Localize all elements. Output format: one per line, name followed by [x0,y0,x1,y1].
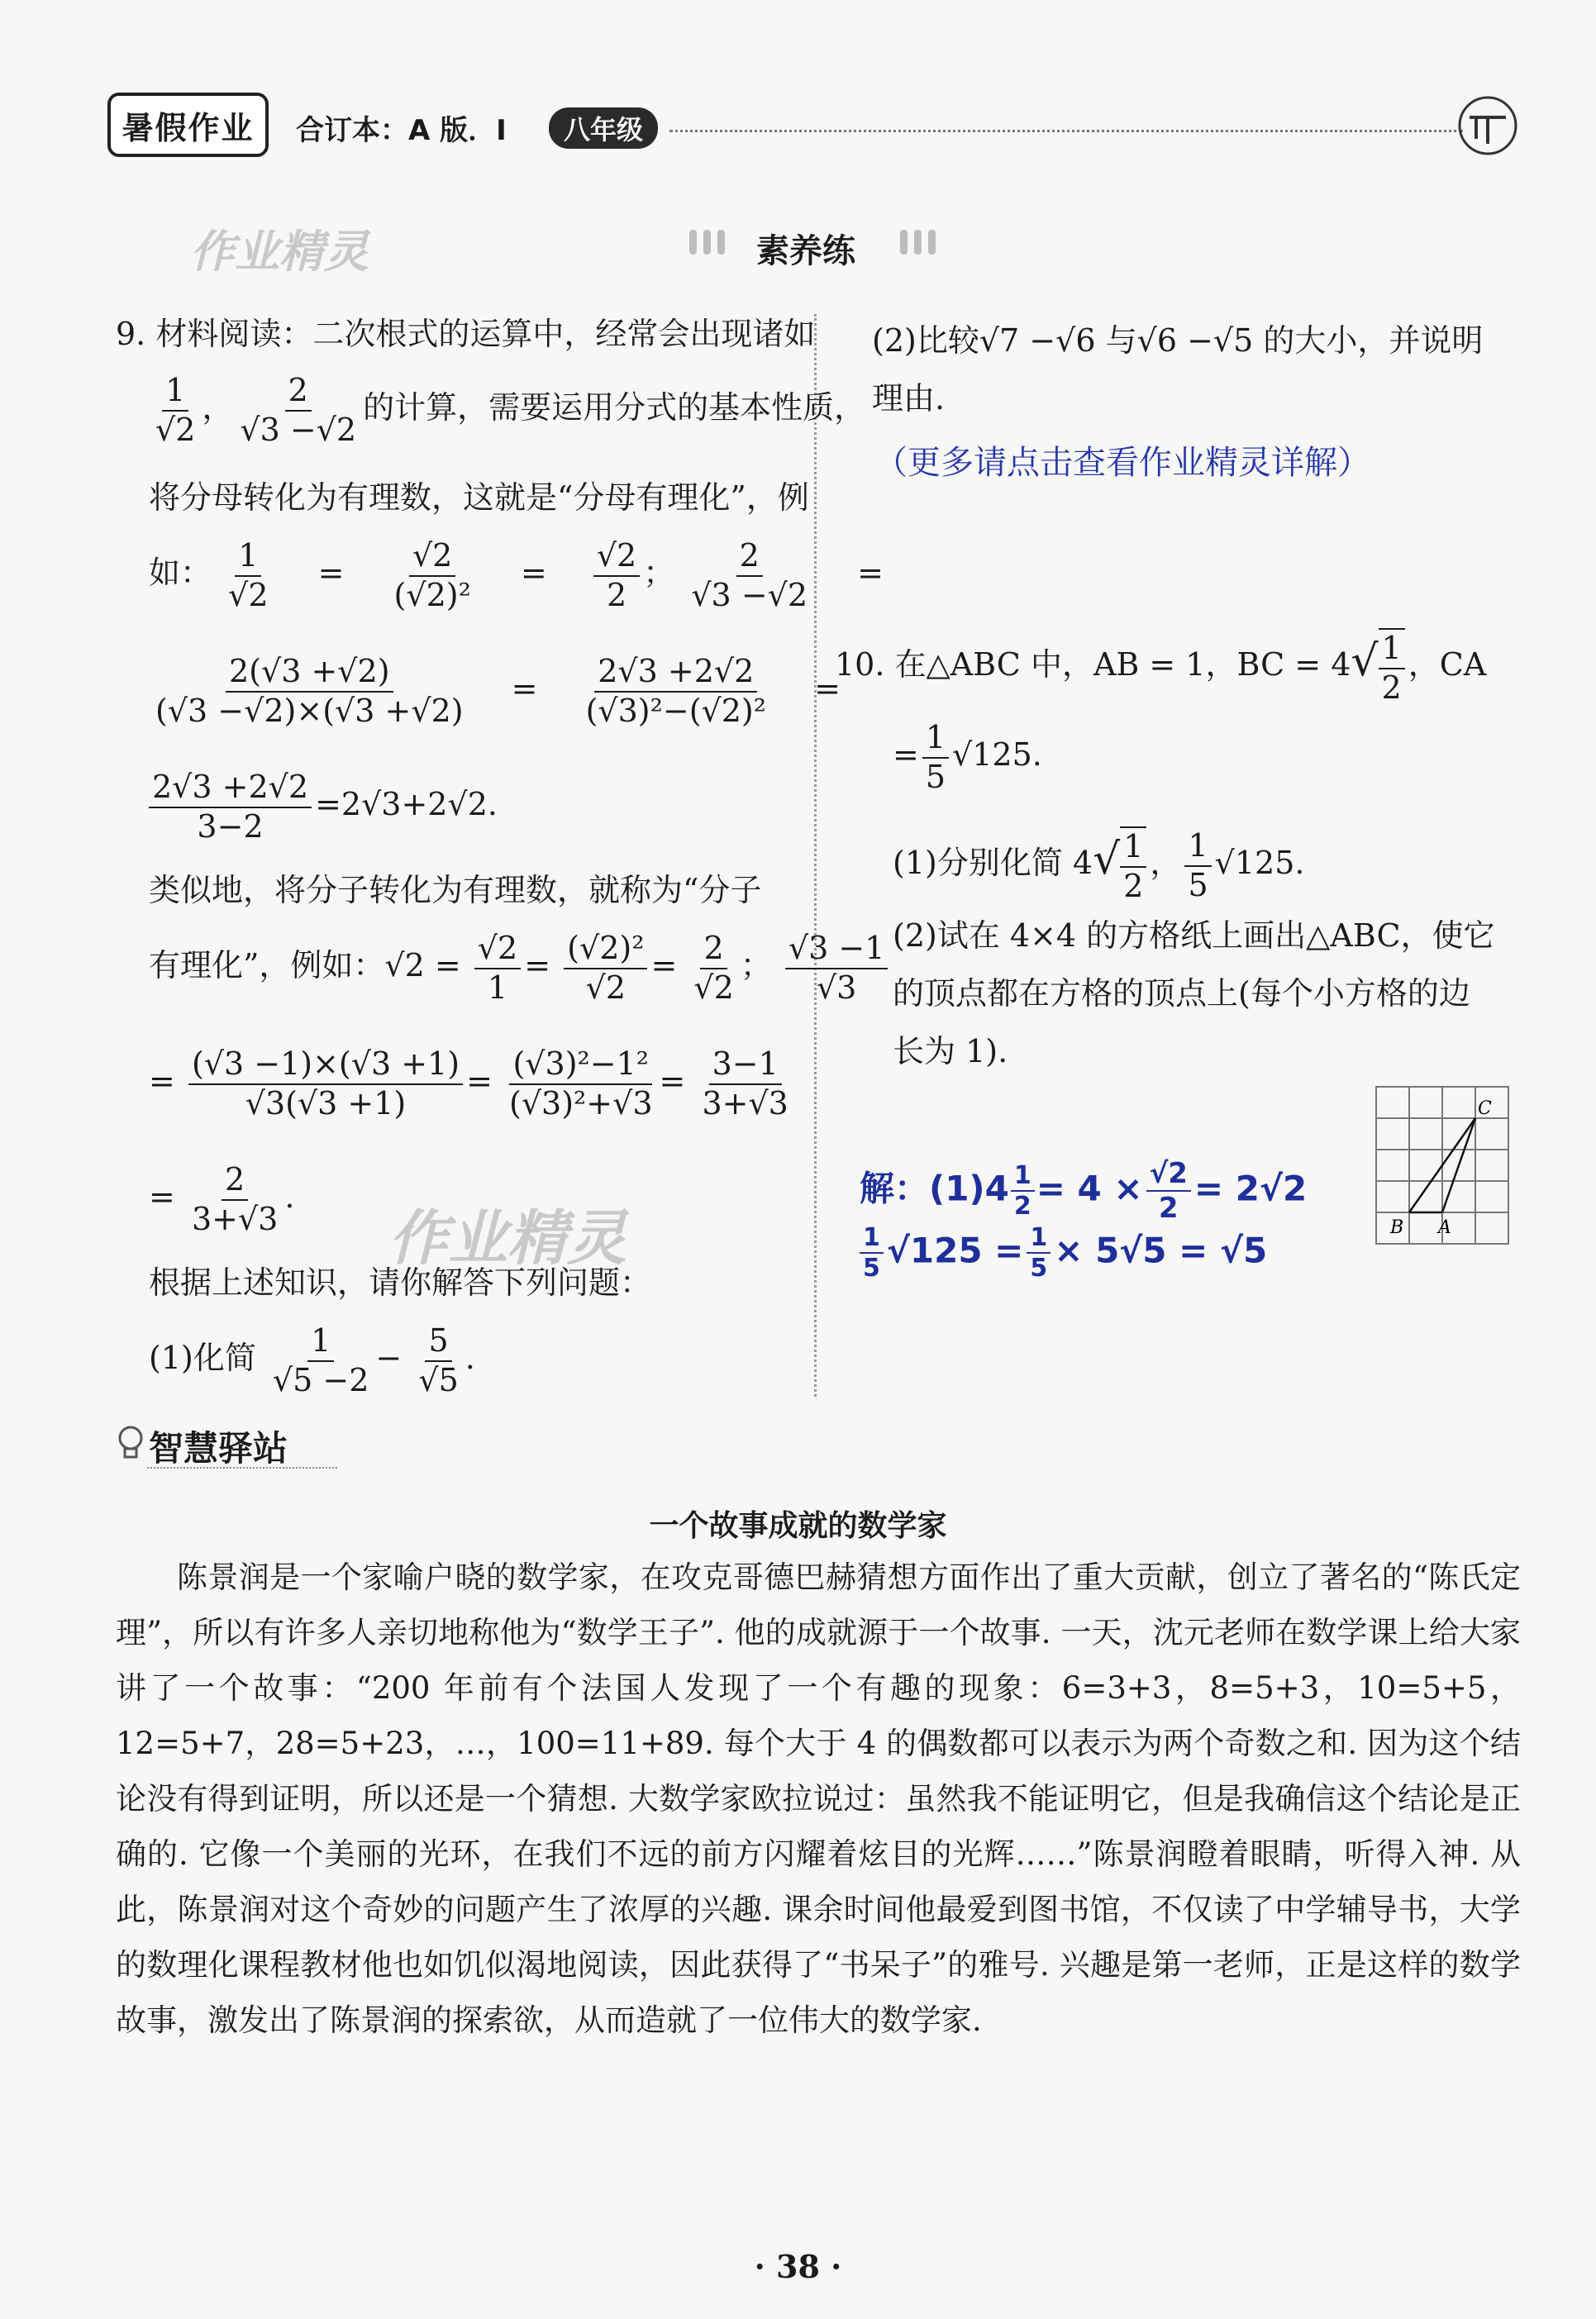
wisdom-title: 智慧驿站 [149,1428,288,1469]
story-paragraph: 陈景润是一个家喻户晓的数学家，在攻克哥德巴赫猜想方面作出了重大贡献，创立了著名的“陈氏定理”，所以有许多人亲切地称他为“数学王子”. 他的成就源于一个故事. 一天，沈元老师在数学课上给大家讲了一个故事：“200 年前有个法国人发现了一个有趣的现象：6=3+3，8=5+3，10=5+5，12=5+7，28=5+23，…，100=11+89. 每个大于 4 的偶数都可以表示为两个奇数之和. 因为这个结论没有得到证明，所以还是一个猜想. 大数学家欧拉说过：虽然我不能证明它，但是我确信这个结论是正确的. 它像一个美丽的光环，在我们不远的前方闪耀着炫目的光辉……”陈景润瞪着眼睛，听得入神. 从此，陈景润对这个奇妙的问题产生了浓厚的兴趣. 课余时间他最爱到图书馆，不仅读了中学辅导书，大学的数理化课程教材他也如饥似渴地阅读，因此获得了“书呆子”的雅号. 兴趣是第一老师，正是这样的数学故事，激发出了陈景润的探索欲，从而造就了一位伟大的数学家. [116,1559,1521,2038]
header-subtitle: 合订本：A 版．I [296,114,507,147]
page-number: · 38 · [754,2248,842,2285]
section-bars-right [897,230,939,258]
q9-line5: $\frac{2(√3 +√2)}{(√3 -√2)\times(√3 +√2)}$ = $\frac{2√3 +2√2}{\text{(√3)²−(√2)²}}$ = [155,653,841,729]
answer-line1: 解：(1)4 $\frac{1}{2}$ = 4 × $\frac{√2}{2}$ = 2√2 [860,1157,1308,1225]
watermark-top: 作业精灵 [190,226,369,278]
lightbulb-icon [116,1423,145,1464]
vertex-a-label: A [1438,1217,1451,1238]
q9-intro: 9. 材料阅读：二次根式的运算中，经常会出现诸如 [116,316,816,352]
q9-line12: (1)化简 $\frac{1}{√5 -2}$ − $\frac{5}{√5}$ . [149,1322,475,1398]
story-body [116,1550,1521,2048]
q9-part2-line1: (2)比较√7 −√6 与√6 −√5 的大小，并说明 [872,322,1484,359]
book-logo-icon [1455,93,1521,159]
q9-line4: 如： $\frac{1}{√2}$ = $\frac{√2}{\text{(√2)²}}$ = $\frac{√2}{2}$ ； $\frac{2}{√3 -√2}$ = [149,537,884,613]
fraction: $\frac{1}{√2}$ [155,372,196,448]
story-title: 一个故事成就的数学家 [649,1509,947,1543]
q9-line8: 有理化”，例如：√2 = $\frac{√2}{1}$ = $\frac{\text{(√2)²}}{√2}$ = $\frac{2}{√2}$ ； $\frac{√3 -1}{√3}$ [149,930,891,1007]
section-title: 素养练 [756,232,855,270]
q10-line2: = $\frac{1}{5}$ √125. [893,719,1042,795]
vertex-b-label: B [1390,1217,1404,1238]
q10-sub1: (1)分别化简 4√ $\frac{1}{2}$ ， $\frac{1}{5}$ √125. [893,827,1305,904]
vertex-c-label: C [1478,1098,1492,1119]
q9-line10: = $\frac{2}{3+√3}$ . [149,1161,295,1237]
q10-sub2-line1: (2)试在 4×4 的方格纸上画出△ABC，使它 [893,917,1495,954]
header-divider [669,130,1463,132]
wisdom-underline [147,1467,337,1469]
solution-link[interactable]: （更多请点击查看作业精灵详解） [874,444,1370,482]
q9-part2-line2: 理由. [872,380,946,417]
answer-line2: $\frac{1}{5}$ √125 = $\frac{1}{5}$ × 5√5 = √5 [860,1223,1267,1283]
q9-line6: $\frac{2√3 +2√2}{3-2}$ =2√3+2√2. [149,769,498,845]
section-bars-left [686,230,728,258]
q9-line11: 根据上述知识，请你解答下列问题： [149,1264,652,1301]
q10-line1: 10. 在△ABC 中，AB = 1，BC = 4√ $\frac{1}{2}$ ，CA [835,630,1487,706]
grid-figure [1372,1083,1513,1248]
q9-line7: 类似地，将分子转化为有理数，就称为“分子 [149,872,762,908]
fraction: $\frac{2}{√3 -√2}$ [240,372,357,448]
watermark-middle: 作业精灵 [388,1203,627,1273]
q10-sub2-line3: 长为 1). [893,1033,1008,1069]
q10-sub2-line2: 的顶点都在方格的顶点上(每个小方格的边 [893,975,1470,1012]
header-badge: 暑假作业 [107,93,269,157]
grade-badge: 八年级 [549,107,658,149]
q9-line2: $\frac{1}{√2}$ ， $\frac{2}{√3 -√2}$ 的计算，需要运用分式的基本性质， [149,372,865,449]
column-divider [814,314,817,1397]
q9-line9: = $\frac{(√3 -1)\times(√3 +1)}{√3(√3 +1)}$ = $\frac{\text{(√3)²−1²}}{\text{(√3)²+√3}}$ = $\frac{3-1}{3+√3}$ [149,1045,788,1121]
q9-line3: 将分母转化为有理数，这就是“分母有理化”，例 [149,479,809,516]
